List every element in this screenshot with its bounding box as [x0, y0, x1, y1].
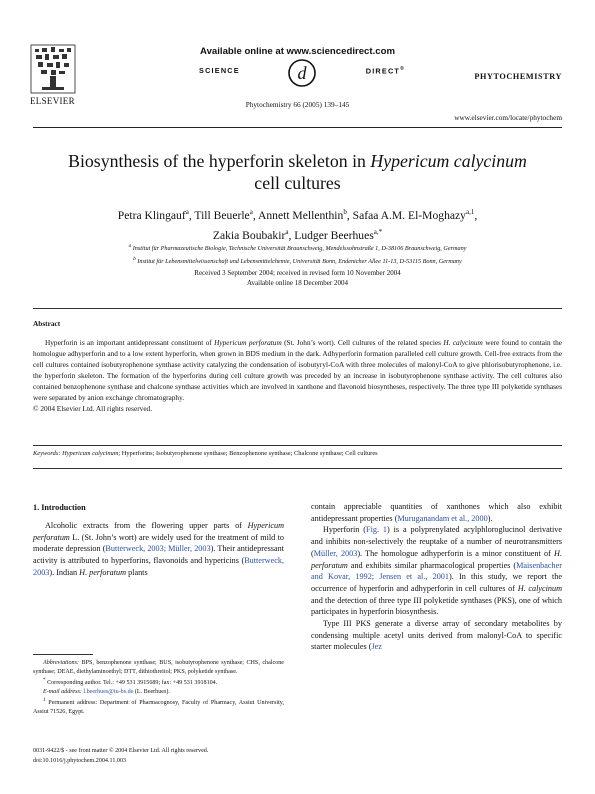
elsevier-tree-icon: [30, 44, 76, 94]
article-dates: Received 3 September 2004; received in revised form 10 November 2004 Available online 18 December 2004: [194, 269, 401, 287]
citation-link[interactable]: Butterweck, 2003; Müller, 2003: [105, 544, 211, 554]
author[interactable]: Annett Mellenthin: [257, 208, 344, 222]
abstract-body: Hyperforin is an important antidepressant constituent of Hypericum perforatum (St. John’s wort). Cell cultures of the related species H. calycinum were found to contain the homologue adhyperforin and to a low extent hyperforin, when grown in BDS medium in the dark. Adhyperforin formation paralleled cell culture growth. Cell-free extracts from the cell cultures contained isobutyrophenone synthase activity catalyzing the condensation of isobutyryl-CoA with three molecules of malonyl-CoA to give phlorisobutyrophenone, i.e. the hyperforin skeleton. The formation of the hyperforins during cell culture growth was preceded by an increase in isobutyrophenone synthase activity. The cell cultures also contained benzophenone synthase and chalcone synthase activities which are involved in xanthone and flavonoid biosyntheses, respectively. The three type III polyketide synthases were separated by anion exchange chromatography. © 2004 Elsevier Ltd. All rights reserved.: [33, 338, 562, 413]
journal-url[interactable]: www.elsevier.com/locate/phytochem: [454, 113, 562, 122]
author[interactable]: Safaa A.M. El-Moghazy: [352, 208, 466, 222]
elsevier-wordmark: ELSEVIER: [30, 96, 75, 106]
header-rule: [33, 127, 562, 128]
right-column: contain appreciable quantities of xanthones which also exhibit antidepressant properties (Muruganandam et al., 2000). Hyperforin (Fig. 1) is a polyprenylated acylphloroglucinol derivative and inhibits non-selectively the reuptake of a number of neurotransmitters (Müller, 2003). The homologue adhyperforin is a minor constituent of H. perforatum and exhibits similar pharmacological properties (Maisenbacher and Kovar, 1992; Jensen et al., 2001). In this study, we report the occurrence of hyperforin and adhyperforin in cell cultures of H. calycinum and the detection of three type III polyketide synthases (PKS), one of which participates in hyperforin biosynthesis. Type III PKS generate a diverse array of secondary metabolites by condensing multiple acetyl units derived from malonyl-CoA to specific starter molecules (Jez: [311, 502, 563, 652]
email-link[interactable]: l.beerhues@tu-bs.de: [83, 688, 134, 695]
keywords: Keywords: Hypericum calycinum; Hyperforins; Isobutyrophenone synthase; Benzophenone synthase; Chalcone synthase; Cell cultures: [33, 450, 378, 457]
footnotes: Abbreviations: BPS, benzophenone synthase; BUS, isobutyrophenone synthase; CHS, chalcone synthase; DEAE, diethylaminoethyl; DTT, dithiothreitol; PKS, polyketide synthase. * Corresponding author. Tel.: +49 531 3915689; fax: +49 531 3918104. E-mail address: l.beerhues@tu-bs.de (L. Beerhues). $^1$ Permanent address: Department of Pharmacognosy, Faculty of Pharmacy, Assiut University, Assiut 71526, Egypt.: [33, 660, 284, 716]
author[interactable]: Ludger Beerhues: [294, 228, 374, 242]
copyright: © 2004 Elsevier Ltd. All rights reserved.: [33, 404, 153, 413]
affiliation: $^b$ Institut für Lebensmittelwissenschaft und Lebensmittelchemie, Universität Bonn, Endenicher Allee 11-13, D-53115 Bonn, Germany: [133, 256, 462, 266]
author[interactable]: Till Beuerle: [194, 208, 250, 222]
citation-link[interactable]: Jez: [371, 642, 382, 652]
citation-link[interactable]: Müller, 2003: [313, 548, 358, 558]
sd-left-word: SCIENCE: [199, 66, 240, 75]
keywords-rule: [33, 445, 562, 446]
sd-right-word: DIRECT®: [365, 66, 405, 76]
doi[interactable]: doi:10.1016/j.phytochem.2004.11.003: [33, 758, 127, 764]
footnote-rule: [33, 654, 93, 655]
abstract-rule-top: [33, 308, 562, 309]
sd-at-icon: [287, 58, 317, 88]
affiliation: $^a$ Institut für Pharmazeutische Biologie, Technische Universität Braunschweig, Mendelssohnstraße 1, D-38106 Braunschweig, Germany: [128, 243, 467, 253]
sciencedirect-logo: [199, 58, 405, 88]
article-title: Biosynthesis of the hyperforin skeleton in Hypericum calycinum cell cultures: [68, 151, 527, 193]
citation-link[interactable]: Butterweck, 2003: [33, 556, 284, 577]
left-column: Alcoholic extracts from the flowering upper parts of Hypericum perforatum L. (St. John’s wort) are widely used for the treatment of mild to moderate depression (Butterweck, 2003; Müller, 2003). Their antidepressant activity is attributed to hyperforins, flavonoids and hypericins (Butterweck, 2003). Indian H. perforatum plants: [33, 521, 284, 577]
author[interactable]: Zakia Boubakir: [212, 228, 286, 242]
journal-name: PHYTOCHEMISTRY: [474, 72, 562, 81]
affiliations: [0, 241, 595, 267]
citation-link[interactable]: Muruganandam et al., 2000: [397, 513, 488, 523]
author-list: Petra Klingauf$^a$, Till Beuerle$^a$, Annett Mellenthin$^b$, Safaa A.M. El-Moghazy$^{a,1}$, Zakia Boubakir$^a$, Ludger Beerhues$^{a,*}$: [117, 208, 478, 242]
section-heading: 1. Introduction: [33, 503, 86, 512]
keywords-rule-bottom: [33, 468, 562, 469]
abstract-heading: Abstract: [33, 319, 61, 328]
journal-citation: Phytochemistry 66 (2005) 139–145: [245, 100, 350, 109]
issn-doi: 0031-9422/$ - see front matter © 2004 Elsevier Ltd. All rights reserved. doi:10.1016/j.phytochem.2004.11.003: [33, 748, 209, 764]
available-online[interactable]: Available online at www.sciencedirect.com: [200, 46, 395, 57]
figure-link[interactable]: Fig. 1: [366, 525, 387, 535]
author[interactable]: Petra Klingauf: [117, 208, 186, 222]
citation-link[interactable]: Maisenbacher and Kovar, 1992; Jensen et al., 2001: [311, 560, 562, 582]
svg-text:d: d: [297, 63, 307, 83]
